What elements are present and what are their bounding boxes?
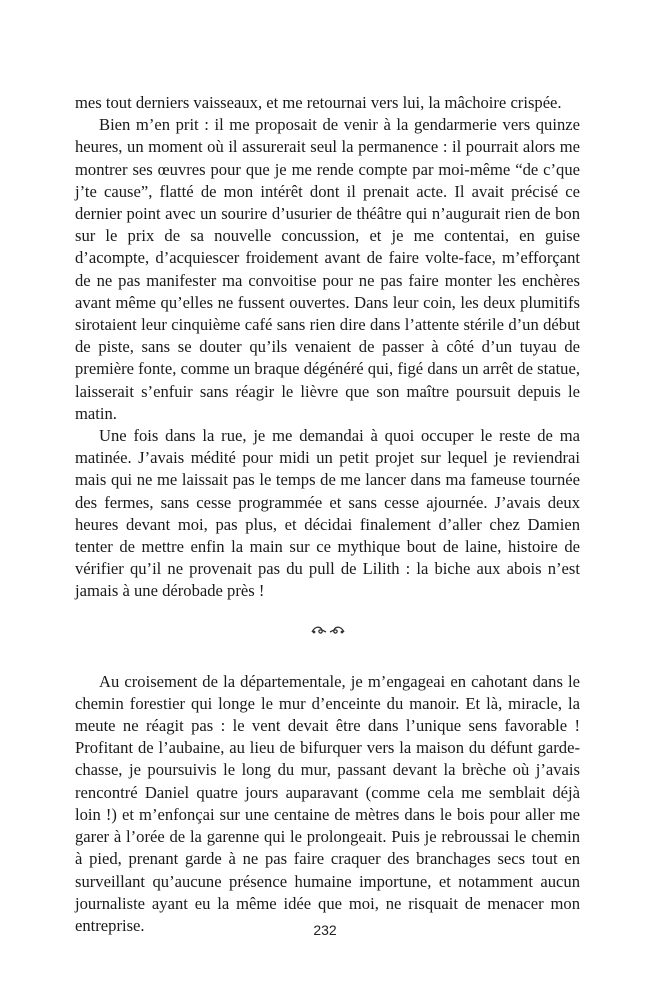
paragraph-departementale: Au croisement de la départementale, je m’engageai en cahotant dans le chemin forestier qui longe le mur d’enceinte du manoir. Et là, miracle, la meute ne réagit pas : le vent devait être dans l’unique sens favorable ! Profitant de l’aubaine, au lieu de bifurquer vers la maison du défunt garde-chasse, je poursuivis le long du mur, passant devant la brèche où j’avais rencontré Daniel quatre jours auparavant (comme cela me semblait déjà loin !) et m’enfonçai sur une centaine de mètres dans le bois pour aller me garer à l’orée de la garenne qui le prolongeait. Puis je rebroussai le chemin à pied, prenant garde à ne pas faire craquer des branchages secs tout en surveillant qu’aucune présence humaine importune, et notamment aucun journaliste ayant eu la même idée que moi, ne risquait de menacer mon entreprise. — [75, 671, 580, 935]
section-break-ornament — [75, 621, 580, 641]
section-spacing — [75, 661, 580, 671]
page-body — [75, 92, 580, 937]
fleuron-pair-icon — [310, 623, 346, 638]
paragraph-gendarmerie: Bien m’en prit : il me proposait de venir à la gendarmerie vers quinze heures, un moment où il assurerait seul la permanence : il pourrait alors me montrer ses œuvres pour que je me rende compte par moi-même “de c’que j’te cause”, flatté de mon intérêt dont il prenait acte. Il avait précisé ce dernier point avec un sourire d’usurier de théâtre qui n’augurait rien de bon sur le prix de sa nouvelle concussion, et je me contentai, en guise d’acompte, d’acquiescer froidement avant de faire volte-face, m’efforçant de ne pas manifester ma convoitise pour ne pas faire monter les enchères avant même qu’elles ne fussent ouvertes. Dans leur coin, les deux plumitifs sirotaient leur cinquième café sans rien dire dans l’attente stérile d’un début de piste, sans se douter qu’ils venaient de passer à côté d’un tuyau de première fonte, comme un braque dégénéré qui, figé dans un arrêt de statue, laisserait s’enfuir sans réagir le lièvre que son maître poursuit depuis le matin. — [75, 115, 580, 423]
paragraph-rue: Une fois dans la rue, je me demandai à quoi occuper le reste de ma matinée. J’avais médité pour midi un petit projet sur lequel je reviendrai mais qui ne me laissait pas le temps de me lancer dans ma fameuse tournée des fermes, sans cesse programmée et sans cesse ajournée. J’avais deux heures devant moi, pas plus, et décidai finalement d’aller chez Damien tenter de mettre enfin la main sur ce mythique bout de laine, histoire de vérifier qu’il ne provenait pas du pull de Lilith : la biche aux abois n’est jamais à une dérobade près ! — [75, 426, 580, 601]
page-number: 232 — [313, 922, 337, 938]
paragraph-continuation: mes tout derniers vaisseaux, et me retournai vers lui, la mâchoire crispée. — [75, 93, 562, 112]
